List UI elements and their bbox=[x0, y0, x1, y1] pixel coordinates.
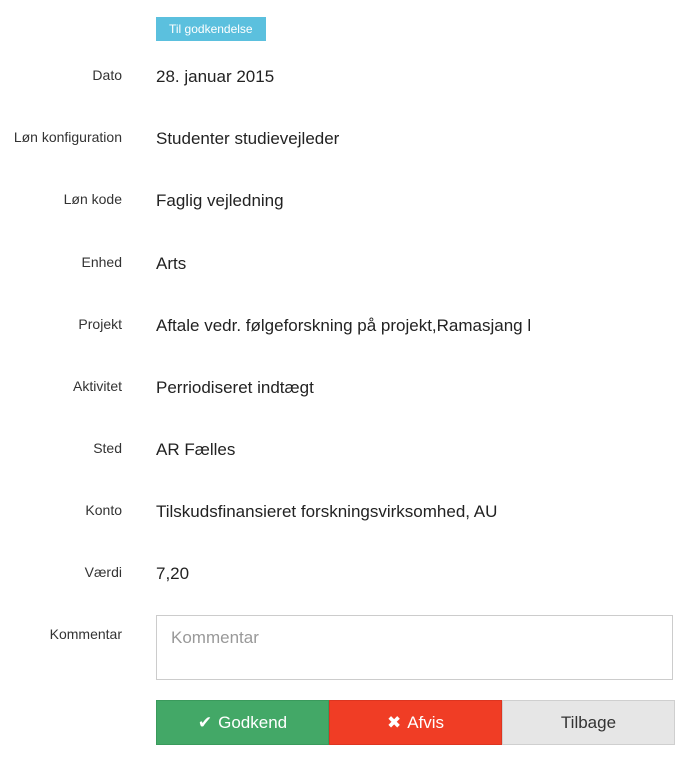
approve-button[interactable] bbox=[156, 700, 329, 745]
field-row-vaerdi bbox=[0, 564, 691, 594]
back-button-label: Tilbage bbox=[560, 713, 617, 732]
field-label-sted: Sted bbox=[93, 440, 122, 456]
back-button[interactable] bbox=[502, 700, 675, 745]
approve-button-label: Godkend bbox=[218, 713, 288, 732]
field-label-loen-konfiguration: Løn konfiguration bbox=[13, 129, 122, 145]
field-value-loen-kode: Faglig vejledning bbox=[156, 191, 284, 210]
field-label-loen-kode: Løn kode bbox=[63, 191, 122, 207]
field-label-dato: Dato bbox=[92, 67, 122, 83]
field-row-dato bbox=[0, 67, 691, 97]
reject-button-label: Afvis bbox=[407, 713, 445, 732]
field-value-projekt: Aftale vedr. følgeforskning på projekt,Ramasjang l bbox=[156, 316, 532, 335]
comment-input[interactable] bbox=[156, 615, 673, 680]
reject-button[interactable] bbox=[329, 700, 502, 745]
field-label-vaerdi: Værdi bbox=[84, 564, 122, 580]
field-row-enhed bbox=[0, 254, 691, 284]
field-value-dato: 28. januar 2015 bbox=[156, 67, 275, 86]
check-icon: ✔ bbox=[197, 713, 213, 732]
field-label-enhed: Enhed bbox=[81, 254, 122, 270]
field-value-enhed: Arts bbox=[156, 254, 187, 273]
field-row-projekt bbox=[0, 316, 691, 346]
field-label-aktivitet: Aktivitet bbox=[72, 378, 122, 394]
status-badge: Til godkendelse bbox=[156, 17, 266, 41]
field-value-sted: AR Fælles bbox=[156, 440, 236, 459]
field-value-loen-konfiguration: Studenter studievejleder bbox=[156, 129, 340, 148]
field-row-sted bbox=[0, 440, 691, 470]
field-label-konto: Konto bbox=[85, 502, 122, 518]
field-row-konto bbox=[0, 502, 691, 532]
field-value-aktivitet: Perriodiseret indtægt bbox=[156, 378, 314, 397]
field-row-aktivitet bbox=[0, 378, 691, 408]
field-label-projekt: Projekt bbox=[78, 316, 122, 332]
field-value-vaerdi: 7,20 bbox=[156, 564, 190, 583]
field-row-loen-kode bbox=[0, 191, 691, 221]
comment-label: Kommentar bbox=[49, 626, 122, 642]
field-value-konto: Tilskudsfinansieret forskningsvirksomhed, AU bbox=[156, 502, 498, 521]
close-icon: ✖ bbox=[386, 713, 402, 732]
field-row-loen-konfiguration bbox=[0, 129, 691, 159]
